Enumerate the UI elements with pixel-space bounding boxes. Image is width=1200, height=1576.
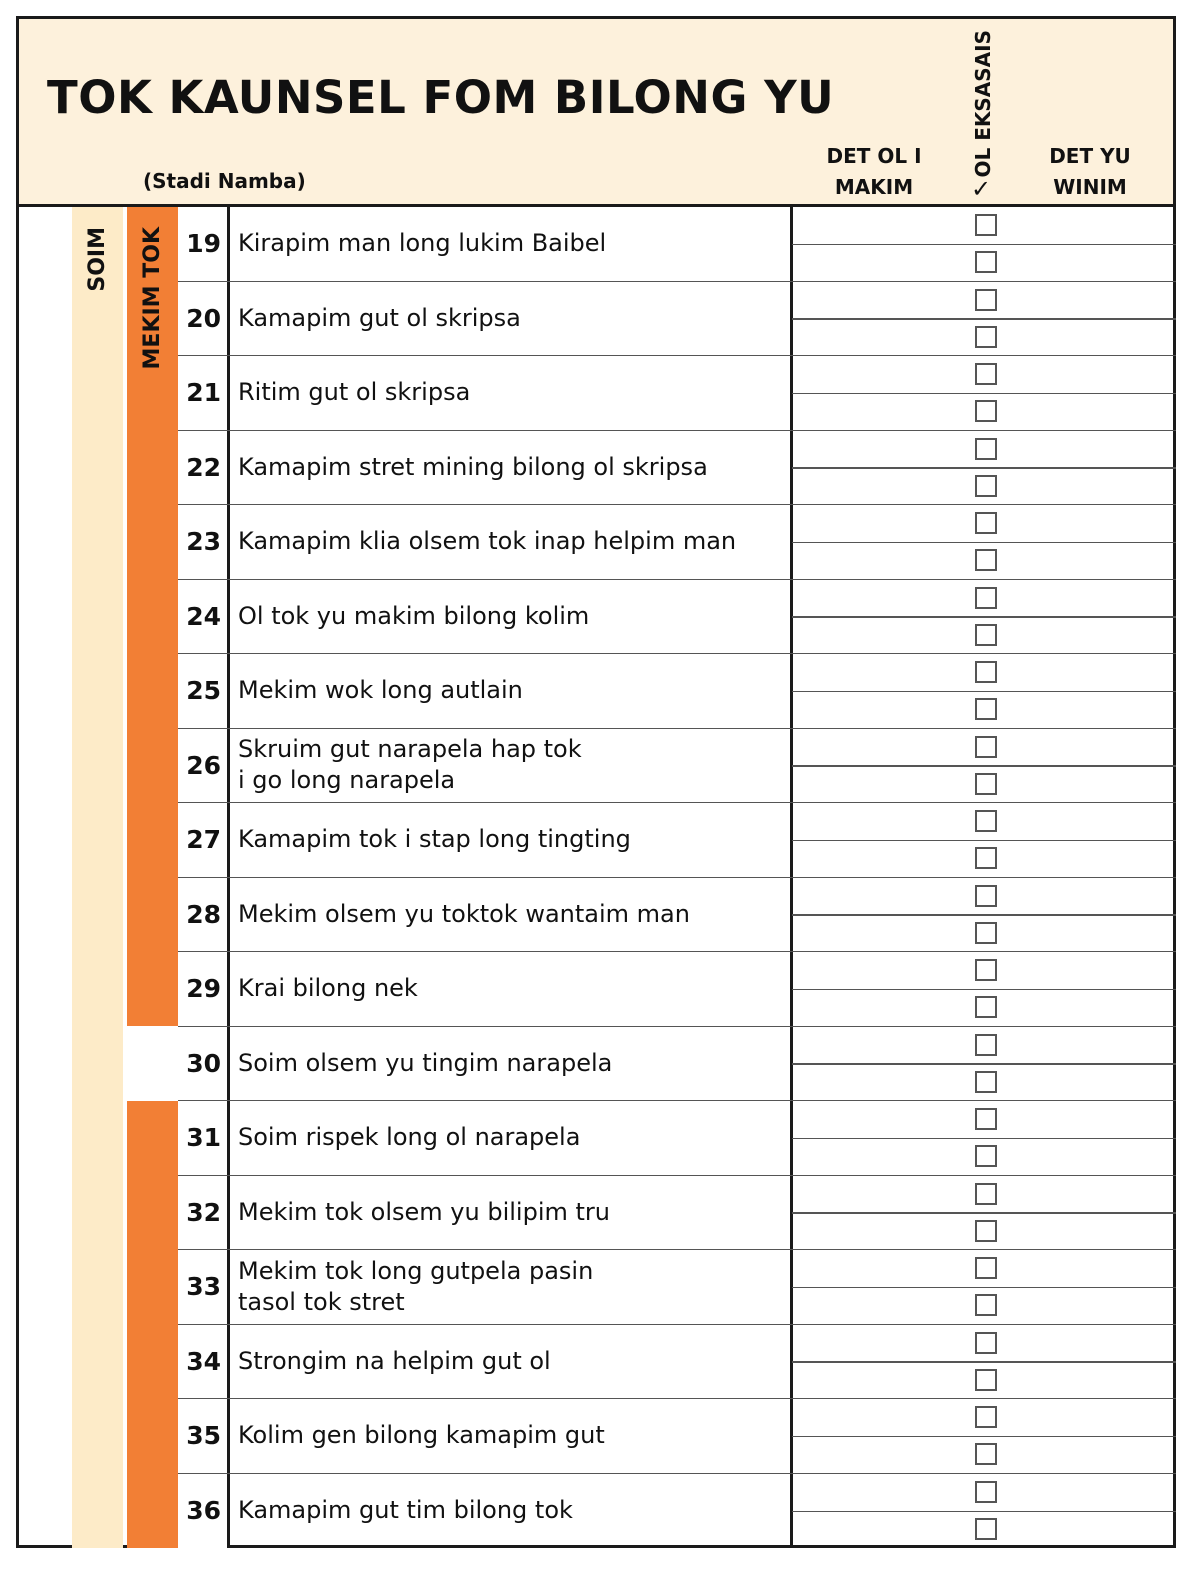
study-row bbox=[178, 1399, 1176, 1474]
exercise-checkbox[interactable] bbox=[975, 1332, 997, 1354]
divider bbox=[227, 282, 230, 356]
exercise-checkbox[interactable] bbox=[975, 1034, 997, 1056]
study-title-text: Kamapim gut ol skripsa bbox=[238, 303, 521, 332]
study-title-text: Kamapim tok i stap long tingting bbox=[238, 825, 631, 854]
exercise-checkbox[interactable] bbox=[975, 1257, 997, 1279]
study-row bbox=[178, 1027, 1176, 1102]
study-number: 25 bbox=[178, 654, 227, 728]
study-title-text: Kamapim klia olsem tok inap helpim man bbox=[238, 527, 737, 556]
study-number: 20 bbox=[178, 282, 227, 356]
exercise-checkbox[interactable] bbox=[975, 624, 997, 646]
study-row bbox=[178, 654, 1176, 729]
exercise-checkbox[interactable] bbox=[975, 1183, 997, 1205]
divider bbox=[227, 356, 230, 430]
study-row bbox=[178, 356, 1176, 431]
study-row bbox=[178, 1101, 1176, 1176]
study-title-text: Soim olsem yu tingim narapela bbox=[238, 1048, 613, 1077]
study-number: 31 bbox=[178, 1101, 227, 1175]
exercise-checkbox[interactable] bbox=[975, 1220, 997, 1242]
column-header-date-made-line2: MAKIM bbox=[834, 175, 914, 199]
row-split-line bbox=[792, 914, 1176, 916]
study-row bbox=[178, 952, 1176, 1027]
soim-category-band bbox=[72, 207, 123, 1548]
divider bbox=[227, 580, 230, 654]
column-header-date-made-line1: DET OL I bbox=[826, 144, 922, 168]
row-split-line bbox=[792, 691, 1176, 693]
study-title bbox=[238, 505, 788, 579]
study-title bbox=[238, 729, 788, 803]
study-title-line2: tasol tok stret bbox=[238, 1287, 405, 1316]
divider bbox=[227, 878, 230, 952]
exercise-checkbox[interactable] bbox=[975, 1369, 997, 1391]
row-split-line bbox=[792, 467, 1176, 469]
study-row bbox=[178, 580, 1176, 655]
exercise-checkbox[interactable] bbox=[975, 773, 997, 795]
study-number: 27 bbox=[178, 803, 227, 877]
study-title bbox=[238, 878, 788, 952]
checkmark-icon: ✓ bbox=[971, 175, 992, 203]
study-title bbox=[238, 207, 788, 281]
study-number: 29 bbox=[178, 952, 227, 1026]
exercise-checkbox[interactable] bbox=[975, 1071, 997, 1093]
row-split-line bbox=[792, 616, 1176, 618]
study-title bbox=[238, 1325, 788, 1399]
exercise-checkbox[interactable] bbox=[975, 1406, 997, 1428]
study-number: 28 bbox=[178, 878, 227, 952]
mekim-tok-category-label: MEKIM TOK bbox=[140, 227, 165, 370]
exercise-checkbox[interactable] bbox=[975, 214, 997, 236]
divider bbox=[227, 1176, 230, 1250]
row-split-line bbox=[792, 1212, 1176, 1214]
study-number: 26 bbox=[178, 729, 227, 803]
row-split-line bbox=[792, 765, 1176, 767]
row-split-line bbox=[792, 1436, 1176, 1438]
study-number: 33 bbox=[178, 1250, 227, 1324]
divider bbox=[227, 952, 230, 1026]
row-split-line bbox=[792, 1361, 1176, 1363]
divider bbox=[227, 1250, 230, 1324]
exercise-checkbox[interactable] bbox=[975, 512, 997, 534]
column-header-date-made bbox=[799, 141, 949, 203]
divider bbox=[227, 729, 230, 803]
exercise-checkbox[interactable] bbox=[975, 996, 997, 1018]
divider bbox=[227, 1399, 230, 1473]
exercise-checkbox[interactable] bbox=[975, 1518, 997, 1540]
exercise-checkbox[interactable] bbox=[975, 326, 997, 348]
study-row bbox=[178, 878, 1176, 953]
column-header-date-won bbox=[1015, 141, 1165, 203]
row-split-line bbox=[792, 1063, 1176, 1065]
study-number: 19 bbox=[178, 207, 227, 281]
study-title bbox=[238, 1027, 788, 1101]
divider bbox=[227, 1101, 230, 1175]
exercise-checkbox[interactable] bbox=[975, 363, 997, 385]
study-row bbox=[178, 207, 1176, 282]
row-split-line bbox=[792, 318, 1176, 320]
study-number: 35 bbox=[178, 1399, 227, 1473]
study-title bbox=[238, 282, 788, 356]
exercise-checkbox[interactable] bbox=[975, 475, 997, 497]
study-title-text: Ritim gut ol skripsa bbox=[238, 378, 471, 407]
study-title bbox=[238, 580, 788, 654]
study-title-text: Soim rispek long ol narapela bbox=[238, 1123, 581, 1152]
row-split-line bbox=[792, 1287, 1176, 1289]
study-title-text: Ol tok yu makim bilong kolim bbox=[238, 601, 590, 630]
soim-category-label: SOIM bbox=[85, 227, 110, 292]
study-title bbox=[238, 952, 788, 1026]
exercise-checkbox[interactable] bbox=[975, 847, 997, 869]
exercise-checkbox[interactable] bbox=[975, 1108, 997, 1130]
study-title-text: Kamapim gut tim bilong tok bbox=[238, 1496, 573, 1525]
exercise-checkbox[interactable] bbox=[975, 1294, 997, 1316]
study-number: 24 bbox=[178, 580, 227, 654]
exercise-checkbox[interactable] bbox=[975, 438, 997, 460]
study-title-line1: Mekim tok long gutpela pasin bbox=[238, 1256, 594, 1285]
row-split-line bbox=[792, 1138, 1176, 1140]
divider bbox=[227, 1325, 230, 1399]
study-row bbox=[178, 282, 1176, 357]
counsel-form bbox=[16, 16, 1176, 1548]
exercise-checkbox[interactable] bbox=[975, 736, 997, 758]
study-title bbox=[238, 1250, 788, 1324]
study-row bbox=[178, 1325, 1176, 1400]
study-title-text: Mekim olsem yu toktok wantaim man bbox=[238, 899, 690, 928]
study-title bbox=[238, 803, 788, 877]
row-split-line bbox=[792, 840, 1176, 842]
column-header-exercises-label: OL EKSASAIS bbox=[971, 29, 995, 177]
study-title-text: Kolim gen bilong kamapim gut bbox=[238, 1421, 605, 1450]
exercise-checkbox[interactable] bbox=[975, 810, 997, 832]
study-number: 36 bbox=[178, 1474, 227, 1549]
study-title-text: Mekim tok olsem yu bilipim tru bbox=[238, 1197, 610, 1226]
study-row bbox=[178, 431, 1176, 506]
study-title-line1: Skruim gut narapela hap tok bbox=[238, 735, 582, 764]
study-number: 23 bbox=[178, 505, 227, 579]
mekim-tok-category-band-lower bbox=[127, 1101, 178, 1548]
study-row bbox=[178, 1474, 1176, 1549]
mekim-tok-category-band bbox=[127, 207, 178, 1026]
divider bbox=[227, 207, 230, 281]
study-title bbox=[238, 1399, 788, 1473]
study-number: 21 bbox=[178, 356, 227, 430]
exercise-checkbox[interactable] bbox=[975, 922, 997, 944]
row-split-line bbox=[792, 1511, 1176, 1513]
study-title bbox=[238, 356, 788, 430]
exercise-checkbox[interactable] bbox=[975, 698, 997, 720]
study-number: 22 bbox=[178, 431, 227, 505]
divider bbox=[227, 431, 230, 505]
row-split-line bbox=[792, 393, 1176, 395]
column-header-date-won-line1: DET YU bbox=[1049, 144, 1131, 168]
exercise-checkbox[interactable] bbox=[975, 1145, 997, 1167]
study-title-text: Kirapim man long lukim Baibel bbox=[238, 229, 607, 258]
row-split-line bbox=[792, 244, 1176, 246]
study-row bbox=[178, 803, 1176, 878]
divider bbox=[227, 505, 230, 579]
study-title bbox=[238, 1474, 788, 1549]
exercise-checkbox[interactable] bbox=[975, 959, 997, 981]
exercise-checkbox[interactable] bbox=[975, 400, 997, 422]
study-row bbox=[178, 1250, 1176, 1325]
study-title bbox=[238, 1101, 788, 1175]
row-split-line bbox=[792, 989, 1176, 991]
exercise-checkbox[interactable] bbox=[975, 587, 997, 609]
divider bbox=[227, 1474, 230, 1549]
study-title-text: Strongim na helpim gut ol bbox=[238, 1346, 551, 1375]
divider bbox=[227, 1027, 230, 1101]
column-header-exercises bbox=[971, 27, 1007, 203]
exercise-checkbox[interactable] bbox=[975, 549, 997, 571]
study-title bbox=[238, 654, 788, 728]
exercise-checkbox[interactable] bbox=[975, 289, 997, 311]
form-header bbox=[19, 19, 1173, 207]
study-number: 34 bbox=[178, 1325, 227, 1399]
column-header-date-won-line2: WINIM bbox=[1053, 175, 1127, 199]
study-title-line2: i go long narapela bbox=[238, 766, 456, 795]
study-title bbox=[238, 1176, 788, 1250]
study-number-label: (Stadi Namba) bbox=[143, 169, 306, 193]
study-row bbox=[178, 505, 1176, 580]
divider bbox=[227, 803, 230, 877]
exercise-checkbox[interactable] bbox=[975, 251, 997, 273]
exercise-checkbox[interactable] bbox=[975, 661, 997, 683]
study-list bbox=[178, 207, 1176, 1548]
study-number: 30 bbox=[178, 1027, 227, 1101]
exercise-checkbox[interactable] bbox=[975, 885, 997, 907]
exercise-checkbox[interactable] bbox=[975, 1443, 997, 1465]
study-title-text: Krai bilong nek bbox=[238, 974, 418, 1003]
study-title-text: Kamapim stret mining bilong ol skripsa bbox=[238, 452, 708, 481]
study-title-text: Mekim wok long autlain bbox=[238, 676, 523, 705]
study-title bbox=[238, 431, 788, 505]
study-row bbox=[178, 1176, 1176, 1251]
divider bbox=[227, 654, 230, 728]
exercise-checkbox[interactable] bbox=[975, 1481, 997, 1503]
page-title: TOK KAUNSEL FOM BILONG YU bbox=[47, 71, 835, 124]
row-split-line bbox=[792, 542, 1176, 544]
study-number: 32 bbox=[178, 1176, 227, 1250]
study-row bbox=[178, 729, 1176, 804]
